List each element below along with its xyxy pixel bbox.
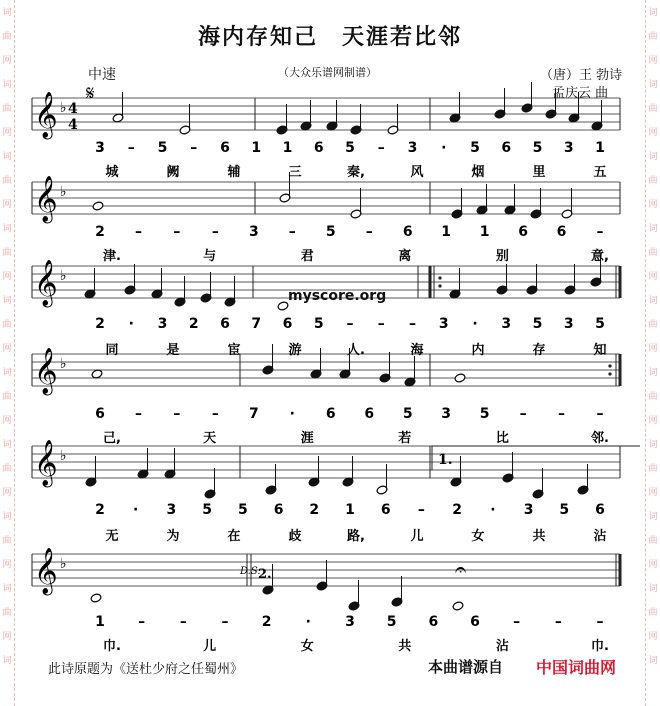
jianpu-number: 2 — [95, 502, 105, 518]
lyric-char: 儿 — [203, 639, 217, 654]
margin-watermark-char: 词 — [648, 440, 658, 450]
jianpu-number: 2 — [95, 316, 105, 332]
lyric-char: 沾 — [495, 639, 509, 654]
footer-site-link[interactable]: 中国词曲网 — [536, 658, 617, 677]
lyric-char: 天 — [203, 431, 217, 446]
lyric-char: 内 — [471, 343, 485, 358]
margin-watermark-char: 曲 — [648, 536, 658, 546]
margin-watermark-char: 词 — [2, 584, 12, 594]
jianpu-number: 3 — [345, 614, 355, 630]
ds-label: D.S. — [240, 566, 261, 577]
lyric-char: 同 — [105, 343, 119, 358]
jianpu-number: – — [346, 316, 354, 332]
margin-watermark-char: 曲 — [2, 248, 12, 258]
margin-watermark-char: 曲 — [2, 464, 12, 474]
margin-watermark-char: 曲 — [648, 176, 658, 186]
jianpu-number: 5 — [325, 224, 336, 240]
footer-source-label: 本曲谱源自 — [428, 658, 504, 676]
margin-watermark-char: 曲 — [648, 464, 658, 474]
jianpu-number: 3 — [407, 140, 418, 156]
jianpu-number: 5 — [313, 316, 324, 332]
margin-watermark-char: 网 — [648, 416, 658, 426]
margin-watermark-char: 网 — [2, 128, 12, 138]
jianpu-number: – — [377, 140, 385, 156]
first-ending-label: 1. — [438, 452, 453, 468]
margin-watermark-char: 词 — [648, 296, 658, 306]
margin-watermark-char: 网 — [2, 56, 12, 66]
lyric-char: 秦, — [347, 165, 365, 180]
margin-watermark-char: 曲 — [2, 104, 12, 114]
jianpu-number: 5 — [202, 502, 213, 518]
margin-watermark-char: 词 — [648, 8, 658, 18]
repeat-dot — [438, 276, 441, 279]
lyric-char: 是 — [166, 343, 180, 358]
margin-watermark-char: 曲 — [648, 320, 658, 330]
margin-watermark-char: 曲 — [2, 32, 12, 42]
key-signature-flat-icon: ♭ — [60, 268, 67, 284]
jianpu-number: 1 — [251, 140, 262, 156]
jianpu-number: 7 — [251, 316, 262, 332]
lyric-char: 己, — [103, 431, 121, 446]
jianpu-number: · — [128, 316, 134, 332]
jianpu-number: 5 — [157, 140, 168, 156]
margin-watermark-char: 网 — [2, 632, 12, 642]
footer-note: 此诗原题为《送杜少府之任蜀州》 — [48, 662, 244, 677]
jianpu-number: 6 — [556, 224, 567, 240]
jianpu-number: 2 — [95, 224, 105, 240]
margin-watermark-char: 网 — [648, 56, 658, 66]
margin-watermark-char: 网 — [648, 560, 658, 570]
jianpu-number: · — [133, 502, 139, 518]
jianpu-number: – — [134, 406, 142, 422]
jianpu-number: 3 — [563, 140, 574, 156]
lyric-char: 意, — [591, 249, 609, 264]
margin-watermark-char: 曲 — [648, 392, 658, 402]
jianpu-number: 6 — [428, 614, 439, 630]
jianpu-number: 6 — [273, 502, 284, 518]
jianpu-number: 1 — [282, 140, 293, 156]
jianpu-number: 1 — [441, 224, 452, 240]
subtitle: （大众乐谱网制谱） — [278, 66, 377, 79]
lyric-char: 游 — [288, 343, 302, 358]
time-signature-bottom: 4 — [68, 117, 78, 133]
jianpu-number: 3 — [166, 502, 177, 518]
time-signature-top: 4 — [68, 101, 78, 117]
jianpu-number: 5 — [595, 316, 605, 332]
lyric-char: 海 — [410, 343, 424, 358]
jianpu-number: 6 — [402, 224, 413, 240]
jianpu-number: 2 — [452, 502, 463, 518]
margin-watermark-char: 网 — [648, 632, 658, 642]
lyric-char: 离 — [398, 249, 412, 264]
jianpu-number: · — [472, 316, 478, 332]
jianpu-number: 3 — [441, 406, 452, 422]
margin-watermark-char: 网 — [2, 416, 12, 426]
second-ending-label: 2. — [258, 567, 272, 582]
jianpu-number: 3 — [438, 316, 449, 332]
jianpu-number: – — [190, 140, 198, 156]
notehead — [452, 601, 464, 611]
jianpu-number: 6 — [220, 140, 230, 156]
jianpu-number: 3 — [523, 502, 534, 518]
lyric-char: 巾. — [591, 639, 609, 654]
lyric-char: 路, — [347, 529, 365, 544]
margin-watermark-char: 词 — [2, 80, 12, 90]
jianpu-number: 3 — [157, 316, 168, 332]
jianpu-number: – — [377, 316, 385, 332]
jianpu-number: – — [365, 224, 373, 240]
lyric-char: 烟 — [471, 165, 485, 180]
jianpu-number: – — [513, 614, 521, 630]
lyric-char: 为 — [166, 529, 180, 544]
margin-watermark-char: 词 — [648, 656, 658, 666]
key-signature-flat-icon: ♭ — [60, 448, 67, 464]
lyric-char: 风 — [410, 165, 424, 180]
jianpu-number: 3 — [501, 316, 512, 332]
jianpu-number: 6 — [518, 224, 528, 240]
jianpu-number: 5 — [532, 316, 543, 332]
jianpu-number: 5 — [386, 614, 397, 630]
lyric-char: 君 — [300, 249, 314, 264]
notehead — [92, 201, 104, 211]
margin-watermark-char: 网 — [648, 488, 658, 498]
margin-watermark-char: 网 — [648, 128, 658, 138]
lyric-char: 辅 — [227, 165, 241, 180]
jianpu-number: – — [127, 140, 135, 156]
lyric-char: 津. — [103, 249, 121, 264]
margin-watermark-char: 曲 — [2, 320, 12, 330]
key-signature-flat-icon: ♭ — [60, 556, 67, 572]
margin-watermark-char: 词 — [2, 296, 12, 306]
lyric-char: 里 — [532, 165, 546, 180]
jianpu-number: – — [596, 614, 604, 630]
fermata-icon: 𝄐 — [455, 557, 467, 581]
watermark-text: myscore.org — [288, 288, 387, 304]
lyric-char: 儿 — [410, 529, 424, 544]
jianpu-number: 2 — [188, 316, 199, 332]
jianpu-number: · — [490, 502, 496, 518]
jianpu-number: 5 — [402, 406, 413, 422]
jianpu-number: 5 — [470, 140, 480, 156]
jianpu-number: 6 — [325, 406, 336, 422]
jianpu-number: · — [289, 406, 295, 422]
lyric-char: 巾. — [103, 639, 121, 654]
lyric-char: 涯 — [300, 431, 314, 446]
lyric-char: 共 — [398, 639, 412, 654]
lyric-char: 人. — [347, 343, 365, 358]
treble-clef-icon: 𝄞 — [34, 348, 58, 394]
key-signature-flat-icon: ♭ — [60, 184, 67, 200]
lyric-char: 女 — [300, 639, 314, 654]
lyric-char: 共 — [532, 529, 546, 544]
jianpu-number: – — [288, 224, 296, 240]
jianpu-number: 1 — [595, 140, 605, 156]
key-signature-flat-icon: ♭ — [60, 100, 67, 116]
treble-clef-icon: 𝄞 — [34, 548, 58, 594]
margin-watermark-char: 词 — [648, 224, 658, 234]
margin-watermark-char: 词 — [648, 80, 658, 90]
lyric-char: 知 — [593, 343, 607, 358]
margin-watermark-char: 词 — [2, 152, 12, 162]
jianpu-number: – — [138, 614, 146, 630]
jianpu-number: 3 — [248, 224, 259, 240]
jianpu-number: – — [558, 406, 566, 422]
jianpu-number: 5 — [479, 406, 490, 422]
jianpu-number: – — [519, 406, 527, 422]
jianpu-number: – — [409, 316, 416, 332]
lyric-char: 沾 — [593, 529, 607, 544]
lyric-char: 三 — [288, 165, 302, 180]
treble-clef-icon: 𝄞 — [34, 92, 58, 138]
first-ending-bracket — [432, 446, 640, 470]
key-signature-flat-icon: ♭ — [60, 356, 67, 372]
margin-watermark-char: 词 — [648, 584, 658, 594]
margin-watermark-char: 网 — [2, 344, 12, 354]
margin-watermark-char: 曲 — [2, 392, 12, 402]
lyricist-credit: （唐）王 勃诗 — [540, 68, 623, 83]
jianpu-number: – — [596, 406, 604, 422]
margin-watermark-char: 词 — [2, 368, 12, 378]
treble-clef-icon: 𝄞 — [34, 176, 58, 222]
margin-watermark-char: 词 — [2, 440, 12, 450]
margin-watermark-char: 曲 — [648, 248, 658, 258]
jianpu-number: – — [173, 406, 181, 422]
jianpu-number: – — [211, 224, 219, 240]
margin-watermark-char: 网 — [2, 488, 12, 498]
repeat-dot — [608, 364, 611, 367]
jianpu-number: – — [173, 224, 181, 240]
lyric-char: 歧 — [288, 529, 302, 544]
lyric-char: 存 — [532, 343, 546, 358]
jianpu-number: 6 — [220, 316, 230, 332]
jianpu-number: 6 — [595, 502, 605, 518]
margin-watermark-char: 词 — [2, 224, 12, 234]
margin-watermark-char: 曲 — [648, 32, 658, 42]
jianpu-number: 7 — [248, 406, 259, 422]
lyric-char: 在 — [227, 529, 241, 544]
margin-watermark-char: 网 — [2, 200, 12, 210]
jianpu-number: – — [554, 614, 562, 630]
page-title: 海内存知己 天涯若比邻 — [197, 24, 462, 50]
jianpu-number: 6 — [313, 140, 324, 156]
jianpu-number: 1 — [345, 502, 355, 518]
jianpu-number: 6 — [282, 316, 293, 332]
lyric-char: 无 — [105, 529, 119, 544]
jianpu-number: 3 — [95, 140, 105, 156]
lyric-char: 宦 — [227, 343, 241, 358]
repeat-dot — [608, 372, 611, 375]
margin-watermark-char: 词 — [648, 152, 658, 162]
jianpu-number: 3 — [563, 316, 574, 332]
margin-watermark-char: 词 — [648, 368, 658, 378]
margin-watermark-char: 网 — [2, 560, 12, 570]
jianpu-number: – — [221, 614, 229, 630]
jianpu-number: – — [179, 614, 187, 630]
jianpu-number: 6 — [380, 502, 391, 518]
margin-watermark-char: 网 — [648, 272, 658, 282]
jianpu-number: · — [441, 140, 447, 156]
lyric-char: 与 — [203, 249, 217, 264]
jianpu-number: 1 — [479, 224, 490, 240]
treble-clef-icon: 𝄞 — [34, 440, 58, 486]
segno-icon: 𝄋 — [86, 81, 95, 105]
margin-watermark-char: 曲 — [648, 104, 658, 114]
jianpu-number: – — [134, 224, 142, 240]
jianpu-number: 6 — [95, 406, 105, 422]
jianpu-number: – — [417, 502, 425, 518]
margin-watermark-char: 曲 — [648, 608, 658, 618]
lyric-char: 别 — [495, 249, 509, 264]
repeat-dot — [438, 284, 441, 287]
jianpu-number: 1 — [95, 614, 105, 630]
margin-watermark-char: 网 — [648, 200, 658, 210]
margin-watermark-char: 网 — [648, 344, 658, 354]
margin-watermark-char: 曲 — [2, 176, 12, 186]
margin-watermark-char: 词 — [2, 512, 12, 522]
lyric-char: 五 — [593, 165, 607, 180]
jianpu-number: – — [596, 224, 604, 240]
jianpu-number: 2 — [309, 502, 320, 518]
margin-watermark-char: 词 — [2, 656, 12, 666]
jianpu-number: 5 — [237, 502, 248, 518]
margin-watermark-char: 网 — [2, 272, 12, 282]
lyric-char: 若 — [398, 431, 412, 446]
jianpu-number: 5 — [559, 502, 570, 518]
lyric-char: 比 — [495, 431, 509, 446]
jianpu-number: 6 — [470, 614, 480, 630]
lyric-char: 女 — [471, 529, 485, 544]
jianpu-number: 6 — [364, 406, 375, 422]
lyric-char: 邻. — [591, 431, 609, 446]
jianpu-number: 5 — [532, 140, 543, 156]
jianpu-number: 2 — [261, 614, 272, 630]
margin-watermark-char: 词 — [648, 512, 658, 522]
margin-watermark-char: 曲 — [2, 608, 12, 618]
tempo-marking: 中速 — [88, 67, 116, 83]
lyric-char: 阙 — [166, 165, 180, 180]
margin-watermark-char: 曲 — [2, 536, 12, 546]
lyric-char: 城 — [105, 165, 119, 180]
jianpu-number: – — [211, 406, 219, 422]
composer-credit: 孟庆云 曲 — [552, 86, 609, 101]
notehead — [90, 593, 102, 603]
jianpu-number: 6 — [501, 140, 512, 156]
notehead — [454, 373, 466, 383]
notehead — [91, 369, 103, 379]
jianpu-number: · — [305, 614, 311, 630]
margin-watermark-char: 词 — [2, 8, 12, 18]
treble-clef-icon: 𝄞 — [34, 260, 58, 306]
jianpu-number: 5 — [345, 140, 355, 156]
